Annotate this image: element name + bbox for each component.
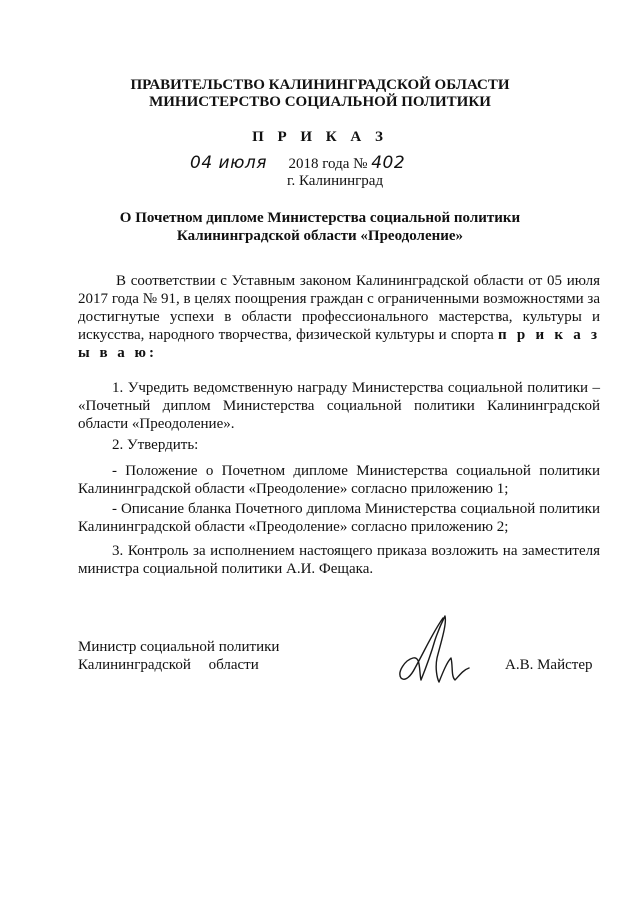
handwritten-order-number: 402 xyxy=(371,153,406,173)
preamble-text: В соответствии с Уставным законом Калининградской области от 05 июля 2017 года № 91, в целях поощрения граждан с ограниченными возможностями за достигнутые успехи в области профессионального мастерства, культуры и искусства, народного творчества, физической культуры и спорта xyxy=(78,273,600,343)
item-2-sub-2-text: - Описание бланка Почетного диплома Министерства социальной политики Калининградской области «Преодоление» согласно приложению 2; xyxy=(78,501,600,535)
order-title-line1: О Почетном дипломе Министерства социальной политики xyxy=(119,210,521,226)
order-verb: п р и к а з ы в а ю: xyxy=(78,327,600,361)
date-year-text: 2018 года № xyxy=(288,156,368,172)
order-dateline xyxy=(190,154,405,173)
order-heading: П Р И К А З xyxy=(252,129,388,145)
signatory-position-line2: Калининградской области xyxy=(78,657,259,673)
handwritten-signature xyxy=(385,610,475,690)
item-2-heading xyxy=(78,436,600,454)
item-1-paragraph xyxy=(78,379,600,433)
preamble-paragraph xyxy=(78,272,600,362)
header-ministry: МИНИСТЕРСТВО СОЦИАЛЬНОЙ ПОЛИТИКИ xyxy=(149,94,491,110)
handwritten-date: 04 июля xyxy=(190,153,267,173)
item-2-sub-1-text: - Положение о Почетном дипломе Министерства социальной политики Калининградской области «Преодоление» согласно приложению 1; xyxy=(78,463,600,497)
signatory-position-line1: Министр социальной политики xyxy=(78,639,280,655)
item-3-paragraph xyxy=(78,542,600,578)
signatory-position xyxy=(78,638,279,674)
item-3-text: 3. Контроль за исполнением настоящего приказа возложить на заместителя министра социальной политики А.И. Фещака. xyxy=(78,543,600,577)
item-2-sub-1 xyxy=(78,462,600,498)
header-government: ПРАВИТЕЛЬСТВО КАЛИНИНГРАДСКОЙ ОБЛАСТИ xyxy=(130,77,510,93)
item-2-sub-2 xyxy=(78,500,600,536)
signatory-name: А.В. Майстер xyxy=(505,657,593,673)
item-1-text: 1. Учредить ведомственную награду Министерства социальной политики – «Почетный диплом Министерства социальной политики Калининградской области «Преодоление». xyxy=(78,380,600,432)
item-2-text: 2. Утвердить: xyxy=(112,437,199,453)
city-label: г. Калининград xyxy=(287,173,384,189)
order-title-line2: Калининградской области «Преодоление» xyxy=(176,228,464,244)
